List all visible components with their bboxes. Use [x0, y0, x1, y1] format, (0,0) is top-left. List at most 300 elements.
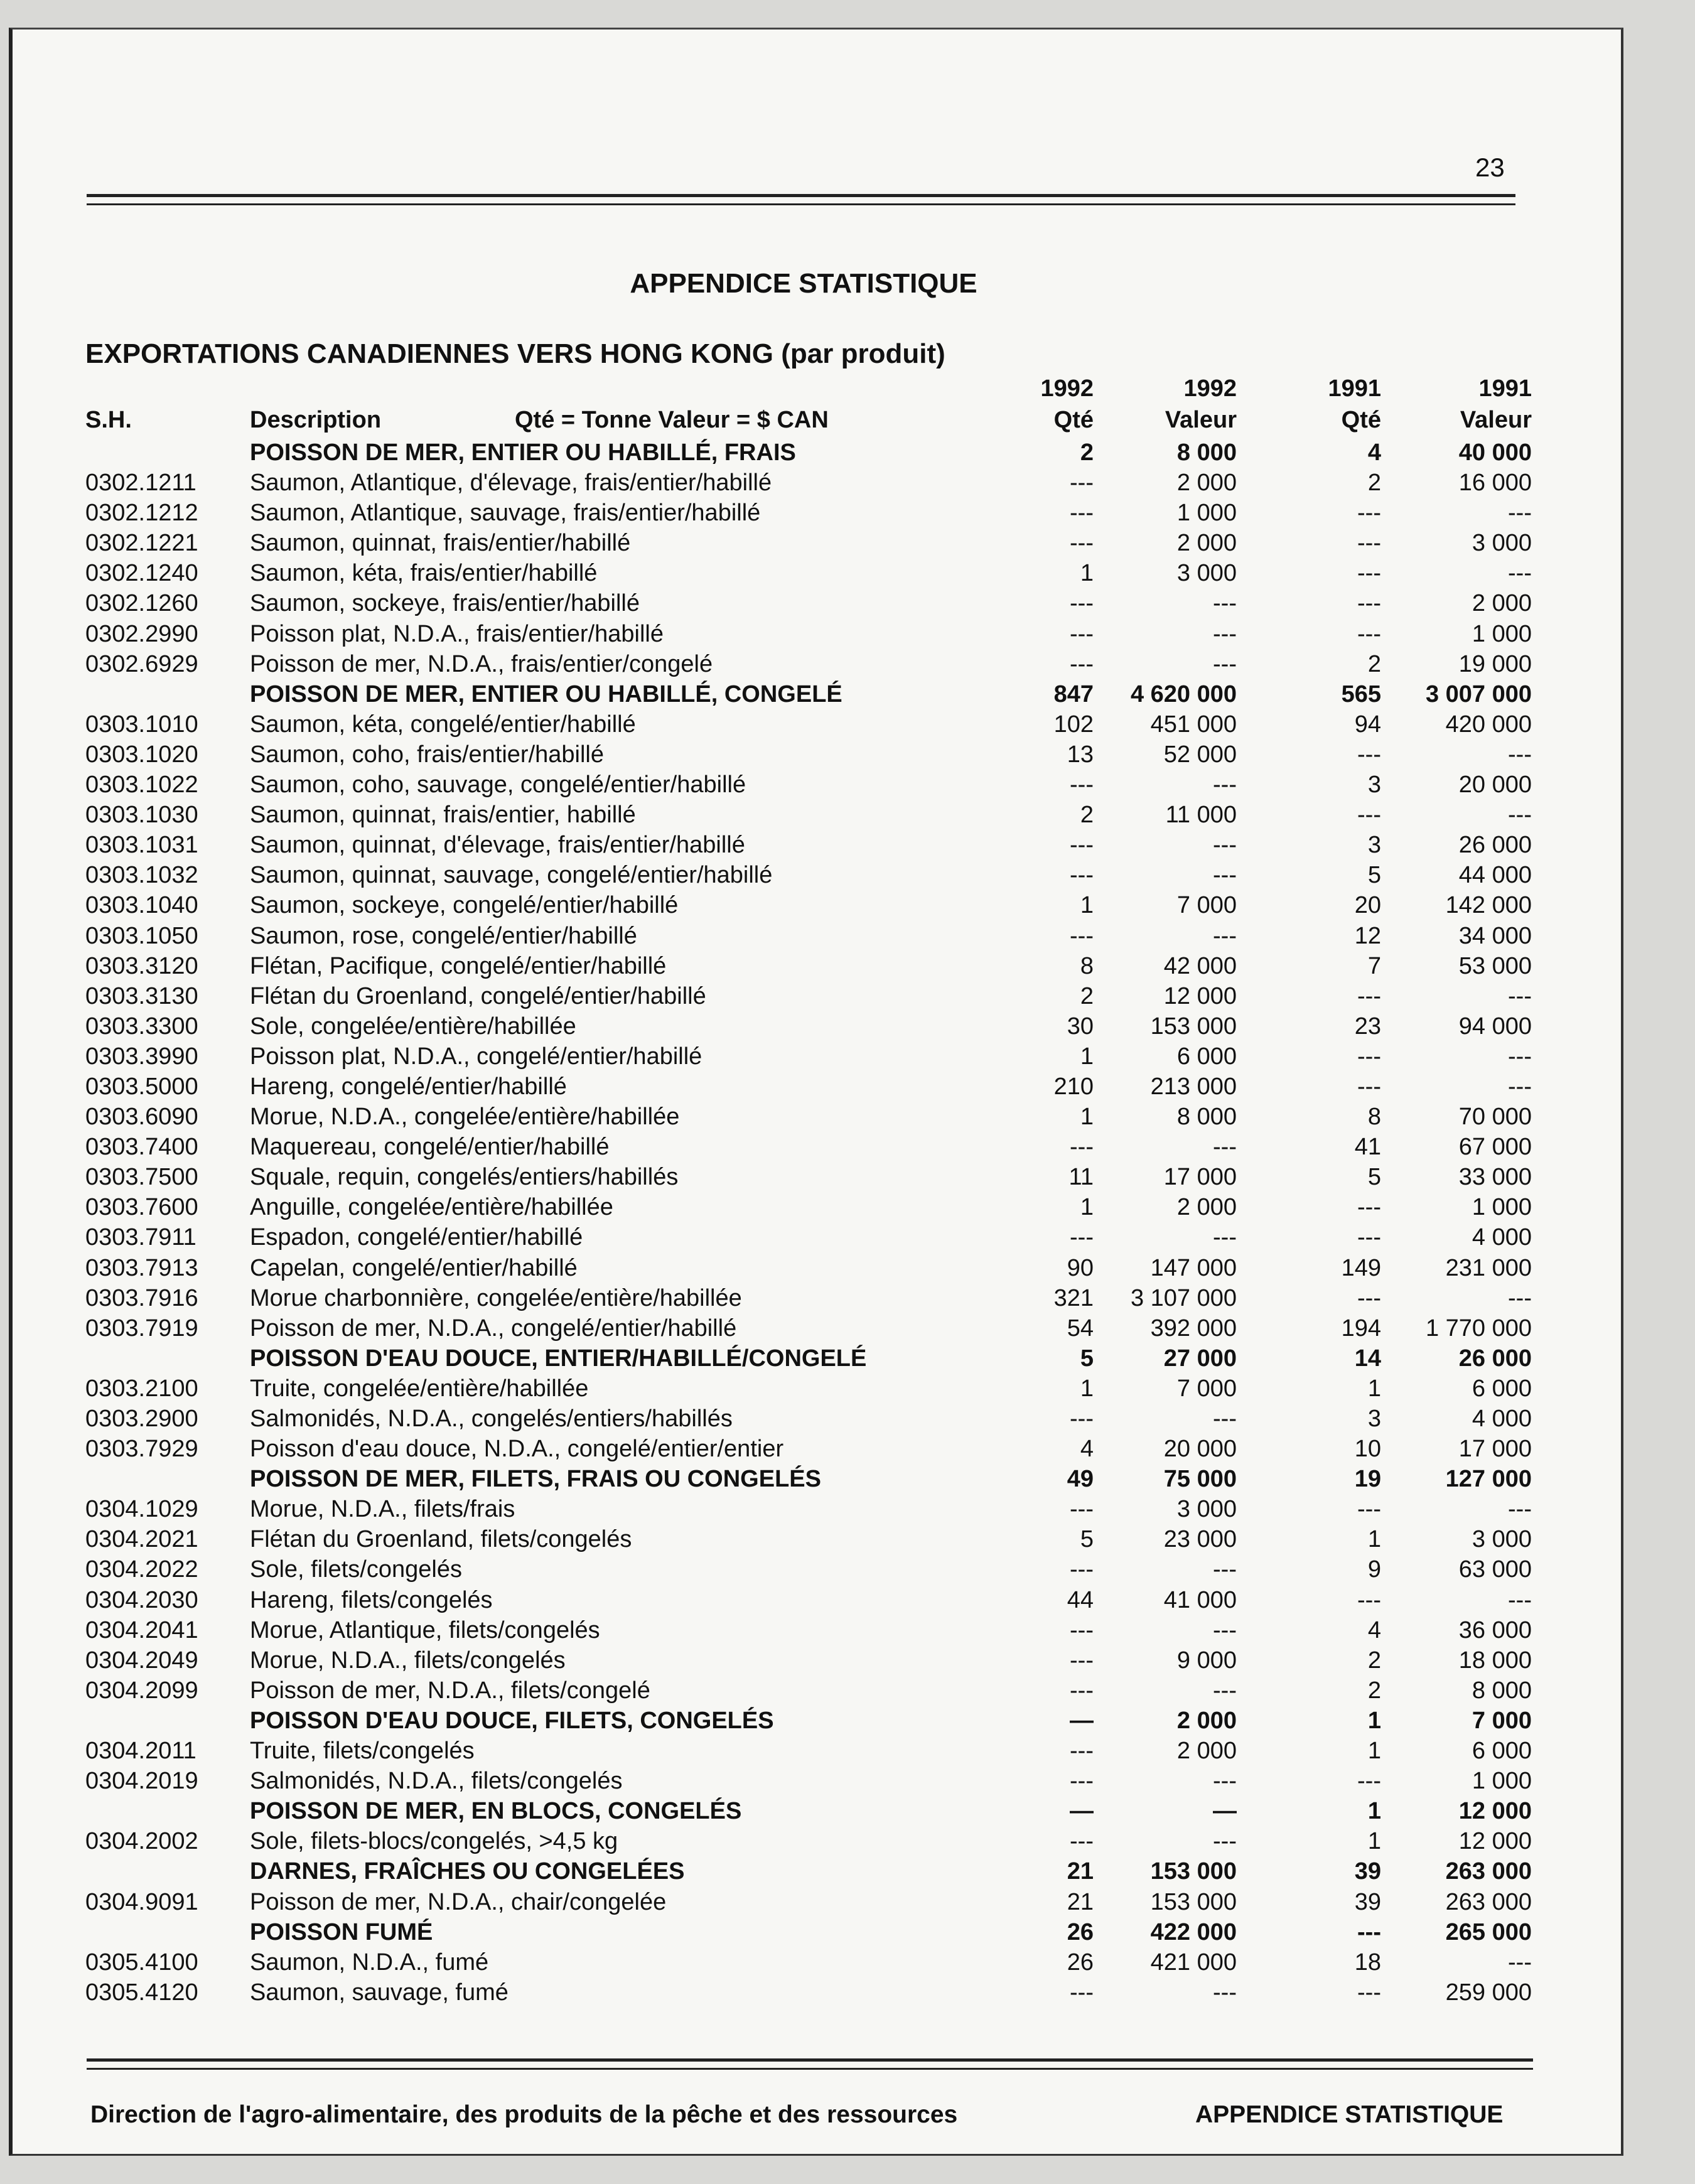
value-1992-cell: --- [1213, 1979, 1237, 2006]
description-cell: Anguille, congelée/entière/habillée [250, 1194, 613, 1221]
value-1992-cell: --- [1213, 1134, 1237, 1161]
value-1992-cell: 2 000 [1176, 1194, 1237, 1221]
qty-1991-cell: 149 [1341, 1254, 1381, 1281]
value-1991-cell: 7 000 [1472, 1707, 1532, 1734]
table-row [13, 1494, 1645, 1524]
description-cell: Saumon, Atlantique, d'élevage, frais/entier/habillé [250, 470, 772, 497]
value-1992-cell: --- [1213, 1677, 1237, 1704]
value-1991-cell: 4 000 [1472, 1224, 1532, 1251]
hs-code-cell: 0303.3990 [85, 1043, 198, 1070]
table-row [13, 619, 1645, 649]
table-row [13, 1132, 1645, 1162]
value-1992-cell: 392 000 [1150, 1315, 1237, 1342]
qty-1992-cell: --- [1070, 500, 1094, 527]
value-1992-cell: 20 000 [1163, 1436, 1237, 1463]
qty-1991-cell: 1 [1367, 1828, 1381, 1855]
description-cell: Truite, filets/congelés [250, 1738, 475, 1765]
hs-code-cell: 0303.7400 [85, 1134, 198, 1161]
table-row [13, 1977, 1645, 2008]
table-row [13, 770, 1645, 800]
table-row [13, 1041, 1645, 1072]
qty-1991-cell: 4 [1367, 439, 1381, 466]
qty-1992-cell: 847 [1053, 680, 1094, 707]
table-row [13, 1011, 1645, 1041]
value-1991-cell: 3 000 [1472, 1526, 1532, 1553]
description-cell: Sole, filets-blocs/congelés, >4,5 kg [250, 1828, 618, 1855]
value-1992-cell: --- [1213, 1616, 1237, 1643]
qty-1991-cell: --- [1357, 1284, 1381, 1311]
description-cell: POISSON DE MER, ENTIER OU HABILLÉ, CONGELÉ [250, 680, 842, 707]
value-1991-cell: 4 000 [1472, 1406, 1532, 1432]
hs-code-cell: 0303.7919 [85, 1315, 198, 1342]
table-row [13, 1434, 1645, 1464]
qty-1991-cell: 8 [1367, 1104, 1381, 1131]
hs-code-cell: 0303.7911 [85, 1224, 196, 1251]
qty-1992-cell: --- [1070, 1224, 1094, 1251]
table-row [13, 800, 1645, 830]
value-1991-cell: 265 000 [1445, 1918, 1532, 1945]
qty-1991-cell: --- [1357, 500, 1381, 527]
value-1991-cell: 26 000 [1458, 1345, 1532, 1372]
hs-code-cell: 0304.2011 [85, 1738, 196, 1765]
description-cell: Saumon, coho, sauvage, congelé/entier/habillé [250, 772, 746, 799]
export-table [13, 438, 1645, 2008]
header-qty-1991: Qté [1341, 407, 1381, 433]
description-cell: Saumon, quinnat, frais/entier/habillé [250, 530, 631, 557]
header-description: Description [250, 407, 382, 433]
hs-code-cell: 0302.1211 [85, 470, 196, 497]
description-cell: Saumon, quinnat, d'élevage, frais/entier/habillé [250, 832, 745, 859]
qty-1991-cell: 1 [1367, 1738, 1381, 1765]
table-row [13, 1645, 1645, 1676]
table-row [13, 1615, 1645, 1645]
value-1992-cell: --- [1213, 650, 1237, 677]
qty-1992-cell: 5 [1080, 1345, 1094, 1372]
description-cell: POISSON DE MER, FILETS, FRAIS OU CONGELÉS [250, 1466, 821, 1493]
qty-1992-cell: 8 [1080, 952, 1094, 979]
description-cell: Saumon, sockeye, congelé/entier/habillé [250, 892, 679, 919]
value-1991-cell: 44 000 [1458, 862, 1532, 889]
qty-1992-cell: 30 [1067, 1013, 1094, 1040]
hs-code-cell: 0303.7929 [85, 1436, 198, 1463]
qty-1991-cell: --- [1357, 530, 1381, 557]
qty-1991-cell: --- [1357, 1918, 1381, 1945]
qty-1992-cell: 2 [1080, 802, 1094, 829]
qty-1992-cell: --- [1070, 1768, 1094, 1795]
table-row [13, 1102, 1645, 1132]
description-cell: Hareng, filets/congelés [250, 1586, 493, 1613]
description-cell: Saumon, quinnat, sauvage, congelé/entier/habillé [250, 862, 773, 889]
qty-1991-cell: 23 [1354, 1013, 1381, 1040]
qty-1992-cell: 44 [1067, 1586, 1094, 1613]
qty-1991-cell: 1 [1367, 1375, 1381, 1402]
section-row [13, 1706, 1645, 1736]
document-page [9, 28, 1623, 2156]
table-row [13, 1887, 1645, 1917]
table-row [13, 1585, 1645, 1615]
qty-1992-cell: --- [1070, 1677, 1094, 1704]
hs-code-cell: 0303.1040 [85, 892, 198, 919]
table-row [13, 1676, 1645, 1706]
value-1992-cell: 4 620 000 [1130, 680, 1237, 707]
description-cell: Saumon, sauvage, fumé [250, 1979, 508, 2006]
qty-1992-cell: --- [1070, 1556, 1094, 1583]
qty-1991-cell: 9 [1367, 1556, 1381, 1583]
hs-code-cell: 0303.1031 [85, 832, 198, 859]
page-number: 23 [1475, 153, 1505, 182]
qty-1991-cell: --- [1357, 1979, 1381, 2006]
table-row [13, 1736, 1645, 1766]
qty-1991-cell: 7 [1367, 952, 1381, 979]
value-1992-cell: 7 000 [1176, 892, 1237, 919]
value-1992-cell: --- [1213, 1224, 1237, 1251]
qty-1991-cell: --- [1357, 982, 1381, 1009]
value-1991-cell: 1 000 [1472, 620, 1532, 647]
value-1991-cell: 1 000 [1472, 1768, 1532, 1795]
qty-1991-cell: 1 [1367, 1707, 1381, 1734]
hs-code-cell: 0303.7916 [85, 1284, 198, 1311]
qty-1991-cell: --- [1357, 1768, 1381, 1795]
value-1991-cell: 12 000 [1458, 1828, 1532, 1855]
qty-1991-cell: 3 [1367, 832, 1381, 859]
qty-1991-cell: 14 [1354, 1345, 1381, 1372]
value-1991-cell: 1 000 [1472, 1194, 1532, 1221]
value-1992-cell: 451 000 [1150, 711, 1237, 738]
description-cell: Saumon, kéta, congelé/entier/habillé [250, 711, 636, 738]
qty-1991-cell: --- [1357, 590, 1381, 617]
value-1991-cell: 16 000 [1458, 470, 1532, 497]
header-label-row [13, 405, 1645, 435]
value-1992-cell: 41 000 [1163, 1586, 1237, 1613]
footer-section-title: APPENDICE STATISTIQUE [1195, 2101, 1504, 2128]
value-1992-cell: --- [1213, 922, 1237, 949]
value-1991-cell: 17 000 [1458, 1436, 1532, 1463]
hs-code-cell: 0302.6929 [85, 650, 198, 677]
value-1992-cell: 422 000 [1150, 1918, 1237, 1945]
value-1992-cell: 42 000 [1163, 952, 1237, 979]
hs-code-cell: 0304.2049 [85, 1647, 198, 1674]
qty-1992-cell: --- [1070, 1647, 1094, 1674]
value-1991-cell: --- [1508, 1586, 1532, 1613]
qty-1991-cell: 1 [1367, 1526, 1381, 1553]
table-row [13, 921, 1645, 951]
section-row [13, 1796, 1645, 1826]
value-1992-cell: 2 000 [1176, 1738, 1237, 1765]
value-1992-cell: 147 000 [1150, 1254, 1237, 1281]
description-cell: Sole, congelée/entière/habillée [250, 1013, 576, 1040]
qty-1991-cell: 3 [1367, 1406, 1381, 1432]
qty-1992-cell: 13 [1067, 741, 1094, 768]
table-row [13, 1313, 1645, 1343]
qty-1992-cell: 1 [1080, 560, 1094, 587]
section-row [13, 1917, 1645, 1947]
value-1991-cell: --- [1508, 560, 1532, 587]
hs-code-cell: 0303.3130 [85, 982, 198, 1009]
value-1991-cell: --- [1508, 1496, 1532, 1523]
hs-code-cell: 0304.2021 [85, 1526, 198, 1553]
table-row [13, 588, 1645, 618]
description-cell: Salmonidés, N.D.A., congelés/entiers/habillés [250, 1406, 733, 1432]
table-row [13, 1192, 1645, 1222]
value-1991-cell: 420 000 [1445, 711, 1532, 738]
table-row [13, 1766, 1645, 1796]
qty-1992-cell: 1 [1080, 892, 1094, 919]
qty-1991-cell: --- [1357, 1224, 1381, 1251]
description-cell: Maquereau, congelé/entier/habillé [250, 1134, 610, 1161]
hs-code-cell: 0303.1022 [85, 772, 198, 799]
hs-code-cell: 0303.1030 [85, 802, 198, 829]
value-1991-cell: --- [1508, 1284, 1532, 1311]
description-cell: POISSON D'EAU DOUCE, FILETS, CONGELÉS [250, 1707, 774, 1734]
qty-1991-cell: 2 [1367, 650, 1381, 677]
value-1991-cell: 19 000 [1458, 650, 1532, 677]
qty-1991-cell: 3 [1367, 772, 1381, 799]
hs-code-cell: 0303.5000 [85, 1073, 198, 1100]
value-1991-cell: 53 000 [1458, 952, 1532, 979]
value-1991-cell: --- [1508, 1949, 1532, 1976]
description-cell: Saumon, Atlantique, sauvage, frais/entier/habillé [250, 500, 761, 527]
value-1992-cell: --- [1213, 862, 1237, 889]
qty-1992-cell: 90 [1067, 1254, 1094, 1281]
hs-code-cell: 0304.2002 [85, 1828, 198, 1855]
value-1992-cell: --- [1213, 1406, 1237, 1432]
value-1991-cell: 3 000 [1472, 530, 1532, 557]
description-cell: POISSON DE MER, EN BLOCS, CONGELÉS [250, 1798, 742, 1825]
header-year-qty-1992: 1992 [1040, 375, 1094, 402]
qty-1992-cell: --- [1070, 862, 1094, 889]
table-row [13, 1554, 1645, 1584]
table-row [13, 1072, 1645, 1102]
qty-1992-cell: — [1070, 1707, 1094, 1734]
header-qty-1992: Qté [1053, 407, 1094, 433]
description-cell: Flétan, Pacifique, congelé/entier/habillé [250, 952, 667, 979]
qty-1991-cell: 5 [1367, 862, 1381, 889]
hs-code-cell: 0303.7913 [85, 1254, 198, 1281]
hs-code-cell: 0303.6090 [85, 1104, 198, 1131]
description-cell: Saumon, coho, frais/entier/habillé [250, 741, 604, 768]
value-1991-cell: 263 000 [1445, 1858, 1532, 1885]
hs-code-cell: 0304.2099 [85, 1677, 198, 1704]
value-1991-cell: 20 000 [1458, 772, 1532, 799]
qty-1992-cell: 2 [1080, 982, 1094, 1009]
qty-1991-cell: 194 [1341, 1315, 1381, 1342]
qty-1991-cell: --- [1357, 1043, 1381, 1070]
value-1991-cell: 94 000 [1458, 1013, 1532, 1040]
qty-1991-cell: --- [1357, 1496, 1381, 1523]
value-1992-cell: 1 000 [1176, 500, 1237, 527]
value-1992-cell: 3 000 [1176, 560, 1237, 587]
qty-1992-cell: --- [1070, 1738, 1094, 1765]
value-1991-cell: 12 000 [1458, 1798, 1532, 1825]
header-units: Qté = Tonne Valeur = $ CAN [515, 407, 829, 433]
qty-1991-cell: --- [1357, 1194, 1381, 1221]
table-row [13, 1222, 1645, 1252]
description-cell: Espadon, congelé/entier/habillé [250, 1224, 583, 1251]
qty-1992-cell: — [1070, 1798, 1094, 1825]
value-1991-cell: --- [1508, 1043, 1532, 1070]
description-cell: Morue, N.D.A., congelée/entière/habillée [250, 1104, 680, 1131]
table-row [13, 1253, 1645, 1283]
qty-1991-cell: 2 [1367, 1647, 1381, 1674]
value-1992-cell: 17 000 [1163, 1164, 1237, 1191]
hs-code-cell: 0303.7500 [85, 1164, 198, 1191]
qty-1991-cell: --- [1357, 802, 1381, 829]
qty-1991-cell: --- [1357, 1586, 1381, 1613]
value-1992-cell: --- [1213, 1828, 1237, 1855]
value-1992-cell: --- [1213, 832, 1237, 859]
table-row [13, 890, 1645, 920]
value-1991-cell: --- [1508, 741, 1532, 768]
value-1991-cell: 40 000 [1458, 439, 1532, 466]
top-rule [87, 194, 1515, 205]
qty-1991-cell: 12 [1354, 922, 1381, 949]
hs-code-cell: 0302.1240 [85, 560, 198, 587]
value-1992-cell: 7 000 [1176, 1375, 1237, 1402]
qty-1992-cell: 210 [1053, 1073, 1094, 1100]
value-1992-cell: --- [1213, 1556, 1237, 1583]
qty-1991-cell: 41 [1354, 1134, 1381, 1161]
value-1991-cell: 1 770 000 [1425, 1315, 1532, 1342]
value-1992-cell: 27 000 [1163, 1345, 1237, 1372]
qty-1992-cell: 5 [1080, 1526, 1094, 1553]
description-cell: Truite, congelée/entière/habillée [250, 1375, 589, 1402]
description-cell: POISSON DE MER, ENTIER OU HABILLÉ, FRAIS [250, 439, 796, 466]
value-1992-cell: 12 000 [1163, 982, 1237, 1009]
qty-1991-cell: 94 [1354, 711, 1381, 738]
hs-code-cell: 0303.2100 [85, 1375, 198, 1402]
value-1992-cell: 2 000 [1176, 1707, 1237, 1734]
table-row [13, 649, 1645, 679]
hs-code-cell: 0302.2990 [85, 620, 198, 647]
table-row [13, 1404, 1645, 1434]
hs-code-cell: 0304.1029 [85, 1496, 198, 1523]
table-row [13, 528, 1645, 558]
value-1991-cell: 67 000 [1458, 1134, 1532, 1161]
qty-1992-cell: --- [1070, 590, 1094, 617]
qty-1991-cell: --- [1357, 741, 1381, 768]
hs-code-cell: 0303.1010 [85, 711, 198, 738]
table-row [13, 1826, 1645, 1856]
value-1992-cell: --- [1213, 590, 1237, 617]
qty-1992-cell: 11 [1068, 1164, 1094, 1191]
qty-1992-cell: 1 [1080, 1043, 1094, 1070]
qty-1992-cell: 102 [1053, 711, 1094, 738]
qty-1992-cell: 1 [1080, 1104, 1094, 1131]
hs-code-cell: 0303.7600 [85, 1194, 198, 1221]
table-row [13, 1374, 1645, 1404]
description-cell: Flétan du Groenland, filets/congelés [250, 1526, 632, 1553]
qty-1992-cell: 4 [1080, 1436, 1094, 1463]
qty-1992-cell: --- [1070, 922, 1094, 949]
value-1991-cell: 36 000 [1458, 1616, 1532, 1643]
footer-department: Direction de l'agro-alimentaire, des produits de la pêche et des ressources [90, 2101, 958, 2128]
value-1992-cell: --- [1213, 620, 1237, 647]
header-year-qty-1991: 1991 [1328, 375, 1381, 402]
qty-1991-cell: 4 [1367, 1616, 1381, 1643]
description-cell: Saumon, sockeye, frais/entier/habillé [250, 590, 640, 617]
section-row [13, 1343, 1645, 1374]
qty-1992-cell: 1 [1080, 1375, 1094, 1402]
bottom-rule [87, 2058, 1533, 2070]
description-cell: Squale, requin, congelés/entiers/habillés [250, 1164, 679, 1191]
value-1992-cell: 2 000 [1176, 530, 1237, 557]
qty-1991-cell: 2 [1367, 1677, 1381, 1704]
qty-1992-cell: --- [1070, 470, 1094, 497]
hs-code-cell: 0304.2030 [85, 1586, 198, 1613]
value-1992-cell: 9 000 [1176, 1647, 1237, 1674]
qty-1991-cell: 39 [1354, 1888, 1381, 1915]
value-1992-cell: — [1213, 1798, 1237, 1825]
qty-1992-cell: 54 [1067, 1315, 1094, 1342]
qty-1991-cell: 10 [1354, 1436, 1381, 1463]
value-1991-cell: 259 000 [1445, 1979, 1532, 2006]
qty-1991-cell: 20 [1354, 892, 1381, 919]
hs-code-cell: 0305.4100 [85, 1949, 198, 1976]
value-1992-cell: 8 000 [1176, 1104, 1237, 1131]
hs-code-cell: 0305.4120 [85, 1979, 198, 2006]
value-1991-cell: 6 000 [1472, 1738, 1532, 1765]
qty-1991-cell: --- [1357, 620, 1381, 647]
description-cell: Morue, Atlantique, filets/congelés [250, 1616, 600, 1643]
qty-1992-cell: --- [1070, 1979, 1094, 2006]
qty-1992-cell: 26 [1067, 1918, 1094, 1945]
hs-code-cell: 0302.1260 [85, 590, 198, 617]
description-cell: Salmonidés, N.D.A., filets/congelés [250, 1768, 623, 1795]
description-cell: POISSON FUMÉ [250, 1918, 433, 1945]
value-1992-cell: 8 000 [1176, 439, 1237, 466]
header-year-value-1992: 1992 [1183, 375, 1237, 402]
qty-1992-cell: --- [1070, 772, 1094, 799]
value-1992-cell: 23 000 [1163, 1526, 1237, 1553]
qty-1992-cell: --- [1070, 1828, 1094, 1855]
value-1991-cell: --- [1508, 500, 1532, 527]
section-row [13, 1856, 1645, 1886]
table-row [13, 1162, 1645, 1192]
value-1992-cell: 3 000 [1176, 1496, 1237, 1523]
value-1991-cell: 263 000 [1445, 1888, 1532, 1915]
description-cell: Morue, N.D.A., filets/frais [250, 1496, 515, 1523]
value-1991-cell: 33 000 [1458, 1164, 1532, 1191]
qty-1992-cell: 2 [1080, 439, 1094, 466]
qty-1992-cell: --- [1070, 650, 1094, 677]
header-year-row [13, 374, 1645, 404]
qty-1992-cell: --- [1070, 1134, 1094, 1161]
description-cell: Hareng, congelé/entier/habillé [250, 1073, 567, 1100]
description-cell: Saumon, quinnat, frais/entier, habillé [250, 802, 636, 829]
qty-1991-cell: 1 [1367, 1798, 1381, 1825]
value-1992-cell: 3 107 000 [1130, 1284, 1237, 1311]
value-1991-cell: --- [1508, 802, 1532, 829]
value-1992-cell: 52 000 [1163, 741, 1237, 768]
qty-1992-cell: 321 [1053, 1284, 1094, 1311]
value-1992-cell: 75 000 [1163, 1466, 1237, 1493]
description-cell: Sole, filets/congelés [250, 1556, 462, 1583]
table-row [13, 981, 1645, 1011]
description-cell: Poisson d'eau douce, N.D.A., congelé/entier/entier [250, 1436, 784, 1463]
qty-1992-cell: --- [1070, 1616, 1094, 1643]
page-title: APPENDICE STATISTIQUE [630, 268, 977, 299]
table-row [13, 740, 1645, 770]
section-row [13, 1464, 1645, 1494]
value-1992-cell: 153 000 [1150, 1858, 1237, 1885]
description-cell: Saumon, kéta, frais/entier/habillé [250, 560, 598, 587]
description-cell: Poisson plat, N.D.A., frais/entier/habillé [250, 620, 664, 647]
value-1992-cell: 11 000 [1165, 802, 1237, 829]
value-1992-cell: 153 000 [1150, 1013, 1237, 1040]
table-row [13, 558, 1645, 588]
hs-code-cell: 0302.1221 [85, 530, 198, 557]
description-cell: Saumon, rose, congelé/entier/habillé [250, 922, 637, 949]
